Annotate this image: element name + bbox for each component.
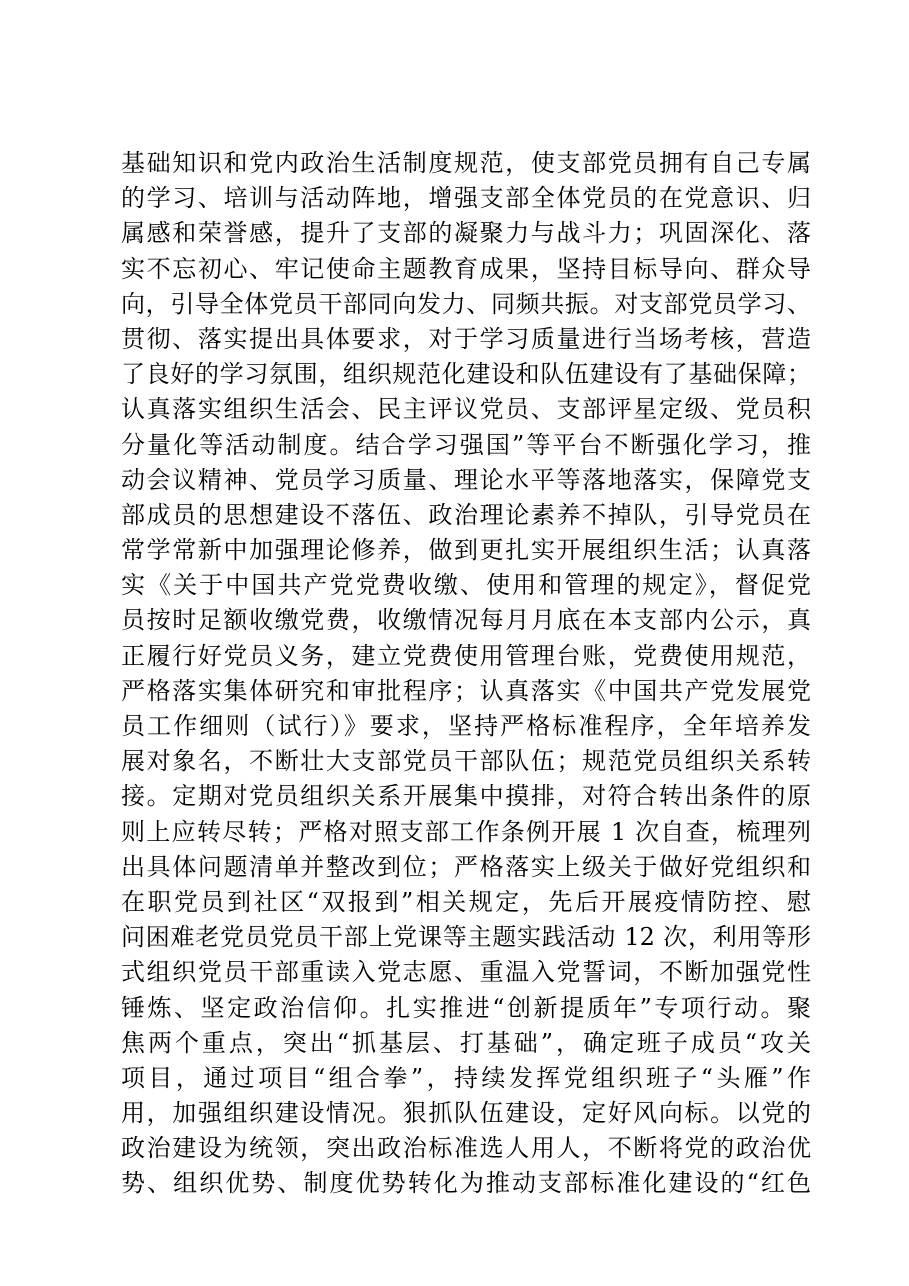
- text-line: 动会议精神、党员学习质量、理论水平等落地落实，保障党支: [121, 465, 811, 494]
- text-line: 出具体问题清单并整改到位；严格落实上级关于做好党组织和: [121, 852, 811, 881]
- text-line: 实《关于中国共产党党费收缴、使用和管理的规定》，督促党: [121, 571, 811, 600]
- text-line: 部成员的思想建设不落伍、政治理论素养不掉队，引导党员在: [121, 500, 811, 529]
- text-line: 则上应转尽转；严格对照支部工作条例开展 1 次自查，梳理列: [121, 817, 811, 846]
- text-line: 员工作细则（试行）》要求，坚持严格标准程序，全年培养发: [121, 712, 811, 740]
- text-line: 属感和荣誉感，提升了支部的凝聚力与战斗力；巩固深化、落: [121, 219, 811, 248]
- text-line: 严格落实集体研究和审批程序；认真落实《中国共产党发展党: [121, 676, 811, 705]
- text-line: 向，引导全体党员干部同向发力、同频共振。对支部党员学习、: [121, 289, 811, 318]
- text-line: 展对象名，不断壮大支部党员干部队伍；规范党员组织关系转: [121, 747, 811, 776]
- text-line: 接。定期对党员组织关系开展集中摸排，对符合转出条件的原: [121, 782, 811, 811]
- text-line: 基础知识和党内政治生活制度规范，使支部党员拥有自己专属: [121, 149, 811, 177]
- text-line: 认真落实组织生活会、民主评议党员、支部评星定级、党员积: [121, 395, 811, 424]
- text-line: 在职党员到社区“双报到”相关规定，先后开展疫情防控、慰: [121, 887, 811, 916]
- text-line: 贯彻、落实提出具体要求，对于学习质量进行当场考核，营造: [121, 324, 811, 353]
- text-line: 分量化等活动制度。结合学习强国”等平台不断强化学习，推: [121, 430, 811, 459]
- text-line: 势、组织优势、制度优势转化为推动支部标准化建设的“红色: [121, 1169, 811, 1198]
- body-text: [121, 146, 811, 1202]
- text-line: 问困难老党员党员干部上党课等主题实践活动 12 次，利用等形: [121, 923, 811, 952]
- text-line: 用，加强组织建设情况。狠抓队伍建设，定好风向标。以党的: [121, 1099, 811, 1128]
- text-line: 式组织党员干部重读入党志愿、重温入党誓词，不断加强党性: [121, 958, 811, 987]
- text-line: 锤炼、坚定政治信仰。扎实推进“创新提质年”专项行动。聚: [121, 993, 811, 1022]
- text-line: 焦两个重点，突出“抓基层、打基础”，确定班子成员“攻关: [121, 1028, 811, 1057]
- text-line: 常学常新中加强理论修养，做到更扎实开展组织生活；认真落: [121, 536, 811, 565]
- text-line: 政治建设为统领，突出政治标准选人用人，不断将党的政治优: [121, 1134, 811, 1163]
- text-line: 正履行好党员义务，建立党费使用管理台账，党费使用规范，: [121, 641, 811, 670]
- text-line: 的学习、培训与活动阵地，增强支部全体党员的在党意识、归: [121, 184, 811, 213]
- text-line: 项目，通过项目“组合拳”，持续发挥党组织班子“头雁”作: [121, 1063, 811, 1092]
- text-line: 员按时足额收缴党费，收缴情况每月月底在本支部内公示，真: [121, 606, 811, 635]
- text-line: 实不忘初心、牢记使命主题教育成果，坚持目标导向、群众导: [121, 254, 811, 283]
- text-line: 了良好的学习氛围，组织规范化建设和队伍建设有了基础保障；: [121, 360, 811, 389]
